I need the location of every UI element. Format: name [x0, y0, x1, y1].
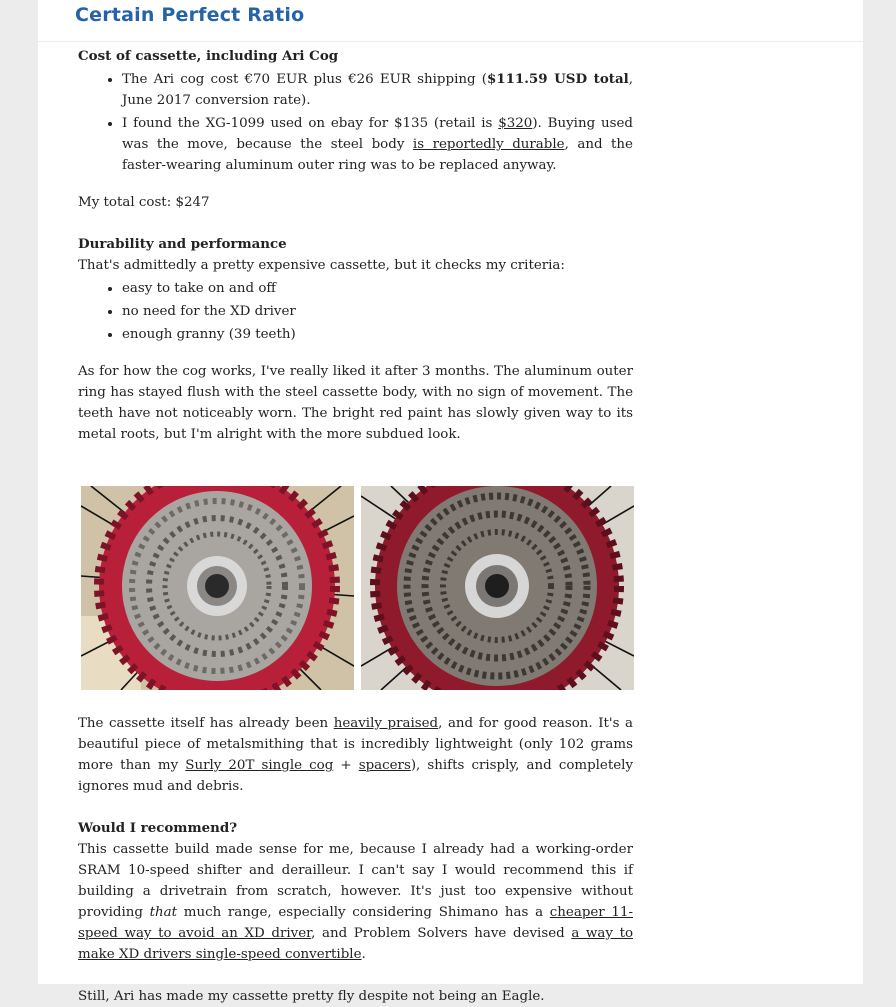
shimano-11-speed-link[interactable]: cheaper 11-speed way to avoid an XD driver: [78, 905, 633, 941]
cost-item-ari: [122, 69, 633, 111]
durability-paragraph: As for how the cog works, I've really liked it after 3 months. The aluminum outer ring has stayed flush with the steel cassette body, with no sign of movement. The teeth have not noticeably worn. The bright red paint has slowly given way to its metal roots, but I'm alright with the more subdued look.: [78, 364, 633, 442]
text: , June 2017 conversion rate).: [122, 72, 633, 108]
recommend-heading: Would I recommend?: [78, 820, 238, 836]
cost-item-xg1099: [122, 113, 633, 176]
retail-price-link[interactable]: $320: [498, 116, 533, 131]
heavily-praised-link[interactable]: heavily praised: [333, 716, 439, 731]
text: +: [333, 758, 359, 773]
criteria-item: • no need for the XD driver: [122, 301, 633, 322]
text: , and Problem Solvers have devised: [311, 926, 572, 941]
cost-list: [78, 69, 633, 176]
recommend-paragraph: [78, 839, 633, 965]
spacers-link[interactable]: spacers: [358, 758, 411, 773]
praise-paragraph: [78, 713, 633, 797]
cost-heading: Cost of cassette, including Ari Cog: [78, 48, 339, 64]
criteria-item: • easy to take on and off: [122, 278, 633, 299]
criteria-list: [78, 278, 633, 345]
text: , and for good reason. It's a beautiful piece of metalsmithing that is incredibly lightweight (only 102 grams more than my: [78, 716, 634, 773]
text: This cassette build made sense for me, because I already had a working-order SRAM 10-speed shifter and derailleur. I can't say I would recommend this if building a drivetrain from scratch, however. It's just too expensive without providing: [78, 842, 633, 920]
durability-heading: Durability and performance: [78, 236, 287, 252]
site-header: [38, 0, 863, 42]
text: .: [361, 947, 366, 962]
text: much range, especially considering Shimano has a: [177, 905, 550, 920]
text: ), shifts crisply, and completely ignores mud and debris.: [78, 758, 634, 794]
page: [38, 0, 863, 1004]
criteria-item: • enough granny (39 teeth): [122, 324, 633, 345]
text: The Ari cog cost €70 EUR plus €26 EUR shipping (: [122, 72, 487, 87]
text: The cassette itself has already been: [78, 716, 334, 731]
cassette-photo-right: [361, 486, 634, 690]
total-cost: My total cost: $247: [78, 195, 210, 210]
xd-single-speed-link[interactable]: a way to make XD drivers single-speed convertible: [78, 926, 634, 962]
emphasis: that: [149, 905, 178, 920]
text: I found the XG-1099 used on ebay for $135 (retail is: [122, 116, 499, 131]
reportedly-durable-link[interactable]: is reportedly durable: [412, 137, 565, 152]
durability-intro: That's admittedly a pretty expensive cassette, but it checks my criteria:: [78, 258, 565, 273]
closing-paragraph: Still, Ari has made my cassette pretty fly despite not being an Eagle.: [78, 989, 545, 1004]
cassette-photos: [78, 486, 633, 691]
site-title-link[interactable]: Certain Perfect Ratio: [75, 4, 305, 26]
total-usd: $111.59 USD total: [486, 71, 629, 87]
surly-cog-link[interactable]: Surly 20T single cog: [185, 758, 334, 773]
cassette-photo-left: [81, 486, 354, 690]
article-content: [78, 46, 633, 1007]
text: , and the faster-wearing aluminum outer ring was to be replaced anyway.: [122, 137, 633, 173]
text: ). Buying used was the move, because the steel body: [122, 116, 633, 152]
